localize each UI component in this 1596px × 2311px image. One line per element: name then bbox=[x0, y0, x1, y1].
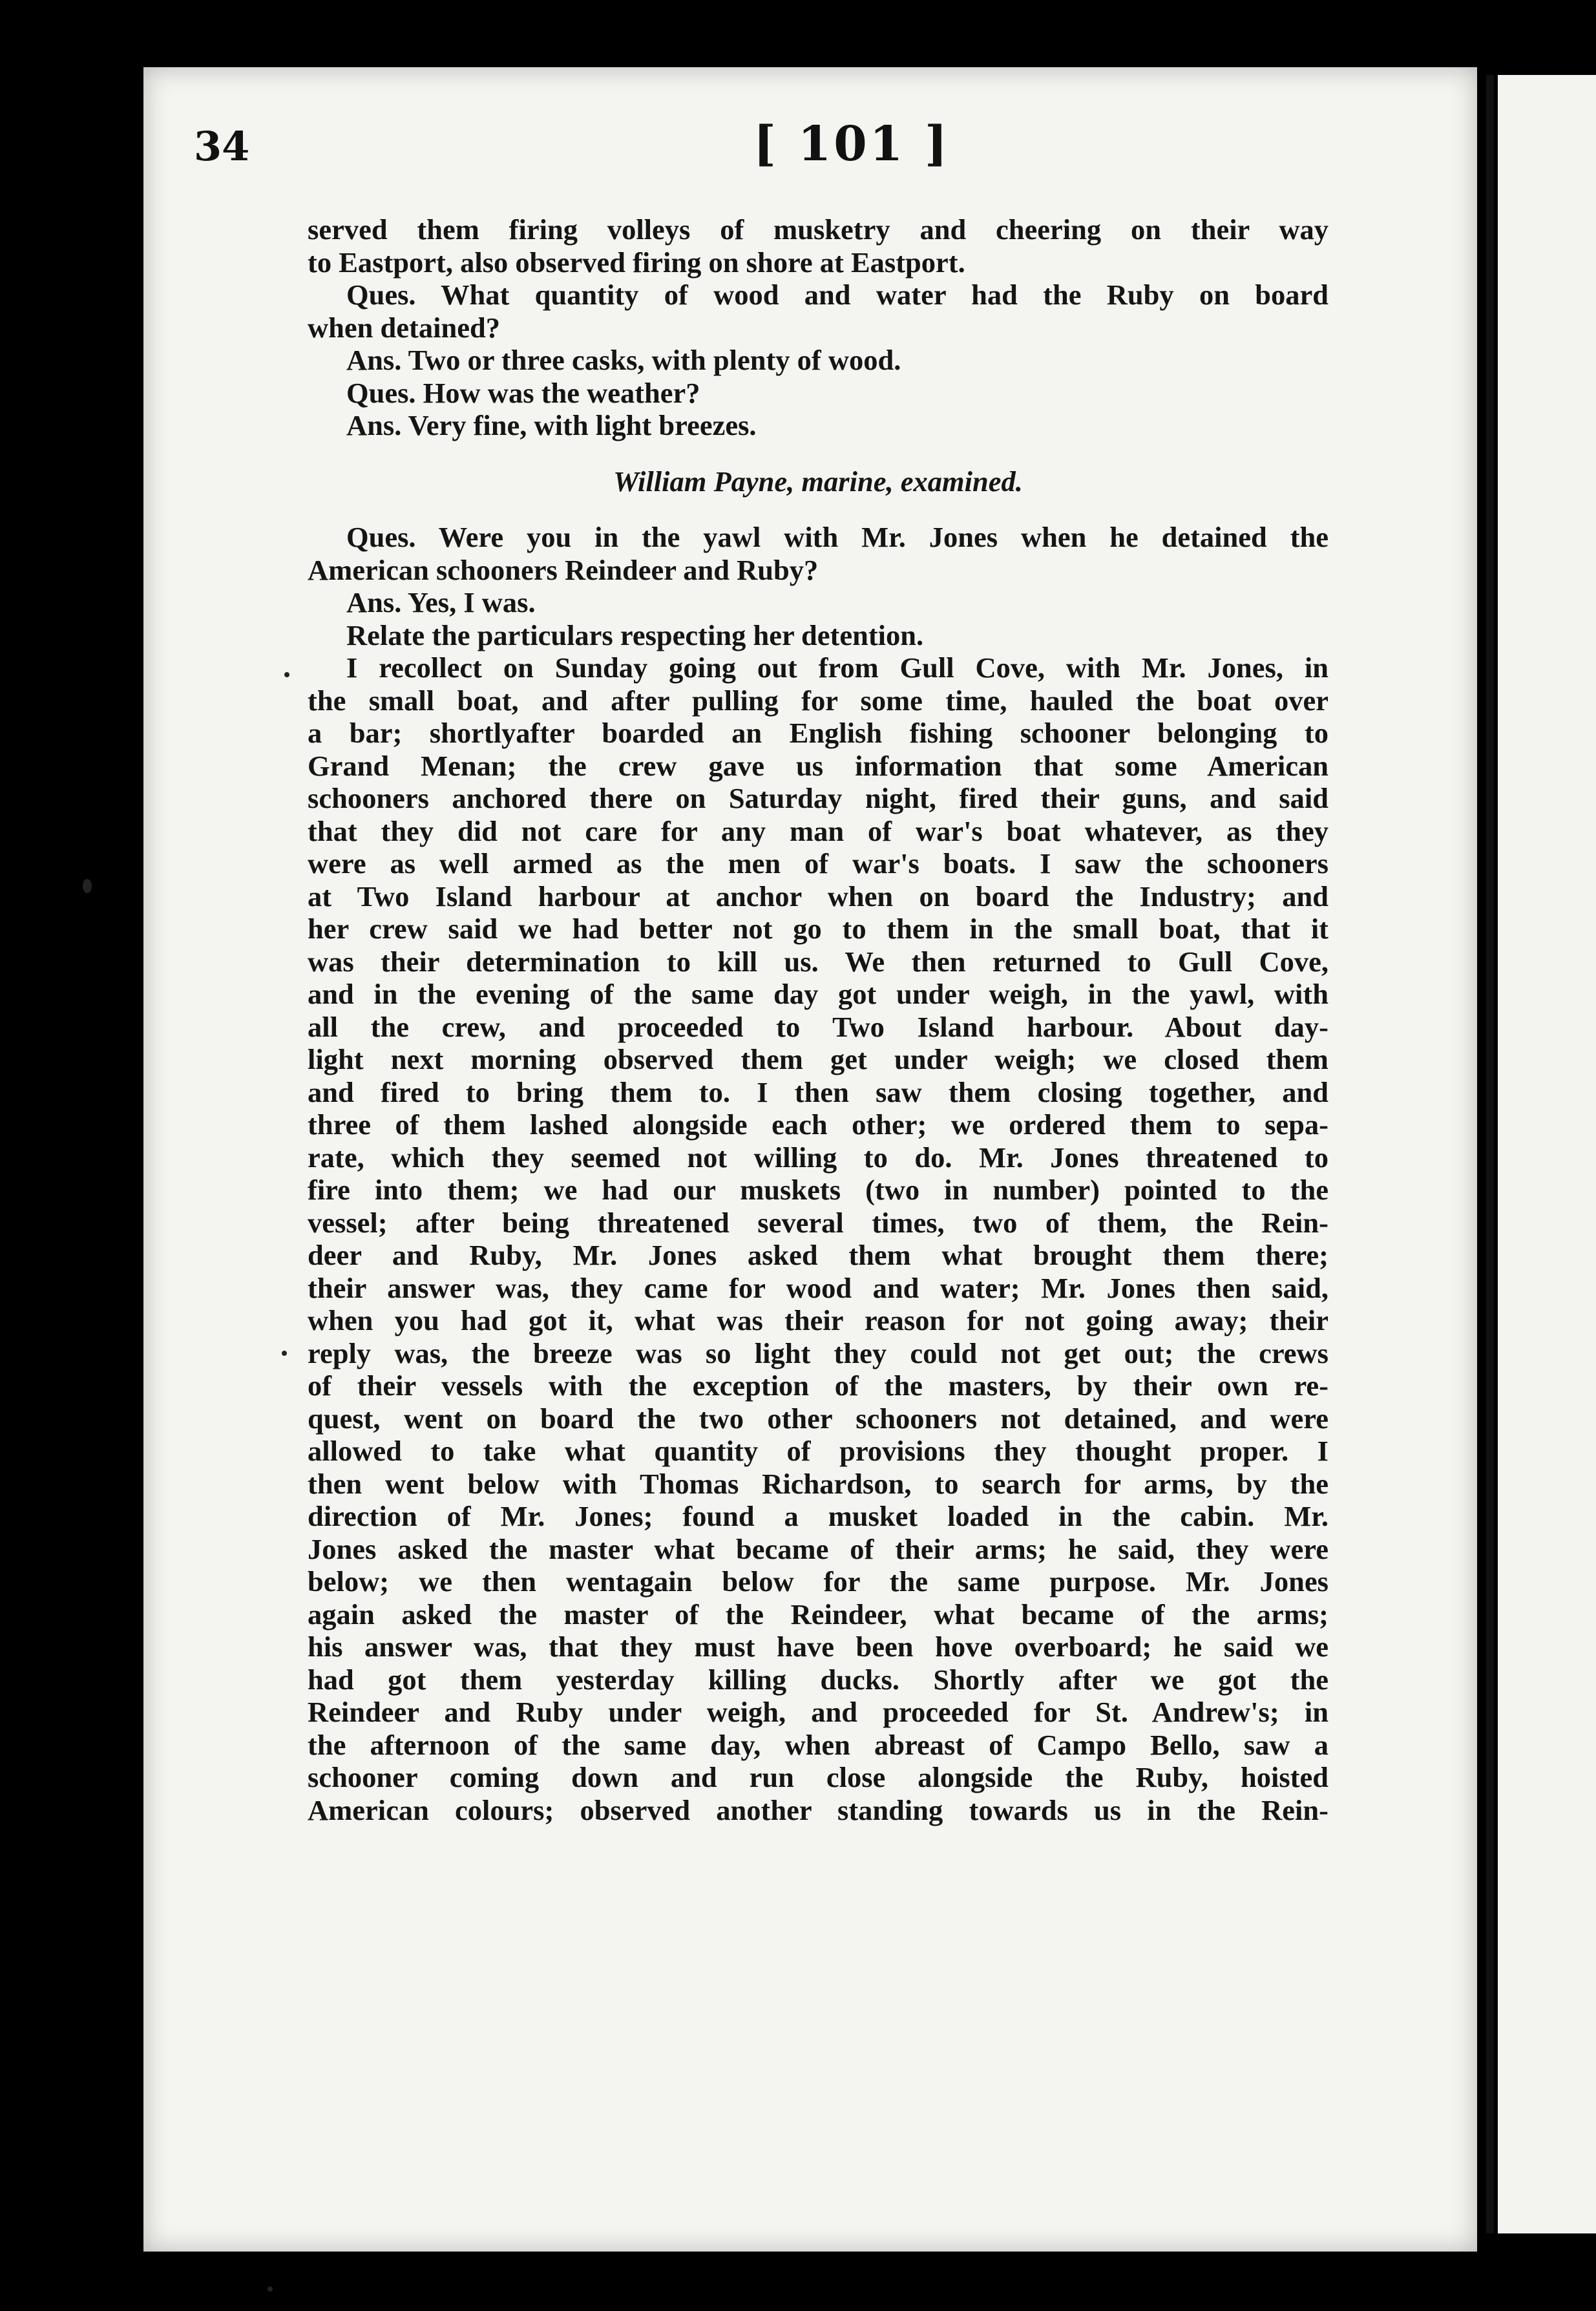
text-line: rate, which they seemed not willing to do. Mr. Jones threatened to bbox=[308, 1141, 1328, 1174]
text-line: then went below with Thomas Richardson, to search for arms, by the bbox=[308, 1467, 1328, 1500]
text-line: vessel; after being threatened several times, two of them, the Rein- bbox=[308, 1206, 1328, 1239]
text-line: Reindeer and Ruby under weigh, and proceeded for St. Andrew's; in bbox=[308, 1696, 1328, 1728]
body-text bbox=[308, 213, 1328, 1826]
text-line: schooner coming down and run close alongside the Ruby, hoisted bbox=[308, 1761, 1328, 1793]
text-line: when detained? bbox=[308, 311, 500, 344]
text-line: was their determination to kill us. We then returned to Gull Cove, bbox=[308, 945, 1328, 978]
text-line: reply was, the breeze was so light they could not get out; the crews bbox=[308, 1336, 1328, 1369]
page-header bbox=[194, 116, 1344, 194]
page-gutter bbox=[1486, 75, 1494, 2233]
text-line: a bar; shortlyafter boarded an English fishing schooner belonging to bbox=[308, 717, 1328, 749]
text-line: that they did not care for any man of war's boat whatever, as they bbox=[308, 814, 1328, 847]
text-line: quest, went on board the two other schooners not detained, and were bbox=[308, 1402, 1328, 1435]
text-line: Grand Menan; the crew gave us information that some American bbox=[308, 749, 1328, 782]
text-line: Ques. How was the weather? bbox=[346, 376, 700, 409]
text-line: and in the evening of the same day got under weigh, in the yawl, with bbox=[308, 978, 1328, 1010]
text-line: I recollect on Sunday going out from Gull Cove, with Mr. Jones, in bbox=[346, 651, 1328, 684]
text-line: and fired to bring them to. I then saw them closing together, and bbox=[308, 1075, 1328, 1108]
text-line: American schooners Reindeer and Ruby? bbox=[308, 553, 819, 586]
text-line: at Two Island harbour at anchor when on board the Industry; and bbox=[308, 880, 1328, 913]
text-line: all the crew, and proceeded to Two Island harbour. About day- bbox=[308, 1010, 1328, 1043]
scan-speck bbox=[282, 1351, 287, 1356]
text-line: her crew said we had better not go to them in the small boat, that it bbox=[308, 913, 1328, 945]
text-line: deer and Ruby, Mr. Jones asked them what brought them there; bbox=[308, 1239, 1328, 1271]
section-heading: William Payne, marine, examined. bbox=[613, 465, 1023, 498]
text-line: American colours; observed another standing towards us in the Rein- bbox=[308, 1793, 1328, 1826]
text-line: allowed to take what quantity of provisions they thought proper. I bbox=[308, 1435, 1328, 1467]
text-line: to Eastport, also observed firing on shore at Eastport. bbox=[308, 246, 965, 279]
text-line: Ans. Very fine, with light breezes. bbox=[346, 409, 757, 441]
text-line: direction of Mr. Jones; found a musket loaded in the cabin. Mr. bbox=[308, 1500, 1328, 1532]
text-line: were as well armed as the men of war's boats. I saw the schooners bbox=[308, 847, 1328, 880]
scan-speck bbox=[83, 879, 92, 893]
text-line: Ans. Two or three casks, with plenty of wood. bbox=[346, 344, 901, 376]
text-line: Ans. Yes, I was. bbox=[346, 586, 536, 618]
text-line: below; we then wentagain below for the same purpose. Mr. Jones bbox=[308, 1565, 1328, 1598]
text-line: of their vessels with the exception of the masters, by their own re- bbox=[308, 1369, 1328, 1402]
text-line: Relate the particulars respecting her detention. bbox=[346, 618, 924, 651]
text-line: their answer was, they came for wood and water; Mr. Jones then said, bbox=[308, 1271, 1328, 1304]
text-line: when you had got it, what was their reason for not going away; their bbox=[308, 1304, 1328, 1336]
text-line: schooners anchored there on Saturday night, fired their guns, and said bbox=[308, 782, 1328, 814]
text-line: his answer was, that they must have been hove overboard; he said we bbox=[308, 1630, 1328, 1663]
adjacent-page-edge bbox=[1498, 75, 1596, 2233]
bracketed-page-number: [ 101 ] bbox=[753, 116, 950, 172]
page-number: 34 bbox=[194, 123, 250, 170]
text-line: Jones asked the master what became of their arms; he said, they were bbox=[308, 1532, 1328, 1565]
text-line: Ques. What quantity of wood and water had the Ruby on board bbox=[346, 279, 1328, 311]
text-line: the small boat, and after pulling for some time, hauled the boat over bbox=[308, 684, 1328, 717]
scan-speck bbox=[268, 2286, 273, 2292]
text-line: light next morning observed them get under weigh; we closed them bbox=[308, 1043, 1328, 1075]
text-line: served them firing volleys of musketry and cheering on their way bbox=[308, 213, 1328, 246]
text-line: three of them lashed alongside each other; we ordered them to sepa- bbox=[308, 1108, 1328, 1141]
scan-speck bbox=[284, 672, 289, 677]
text-line: Ques. Were you in the yawl with Mr. Jones when he detained the bbox=[346, 521, 1328, 553]
text-line: fire into them; we had our muskets (two in number) pointed to the bbox=[308, 1174, 1328, 1206]
text-line: had got them yesterday killing ducks. Shortly after we got the bbox=[308, 1663, 1328, 1696]
text-line: again asked the master of the Reindeer, what became of the arms; bbox=[308, 1598, 1328, 1630]
text-line: the afternoon of the same day, when abreast of Campo Bello, saw a bbox=[308, 1728, 1328, 1761]
